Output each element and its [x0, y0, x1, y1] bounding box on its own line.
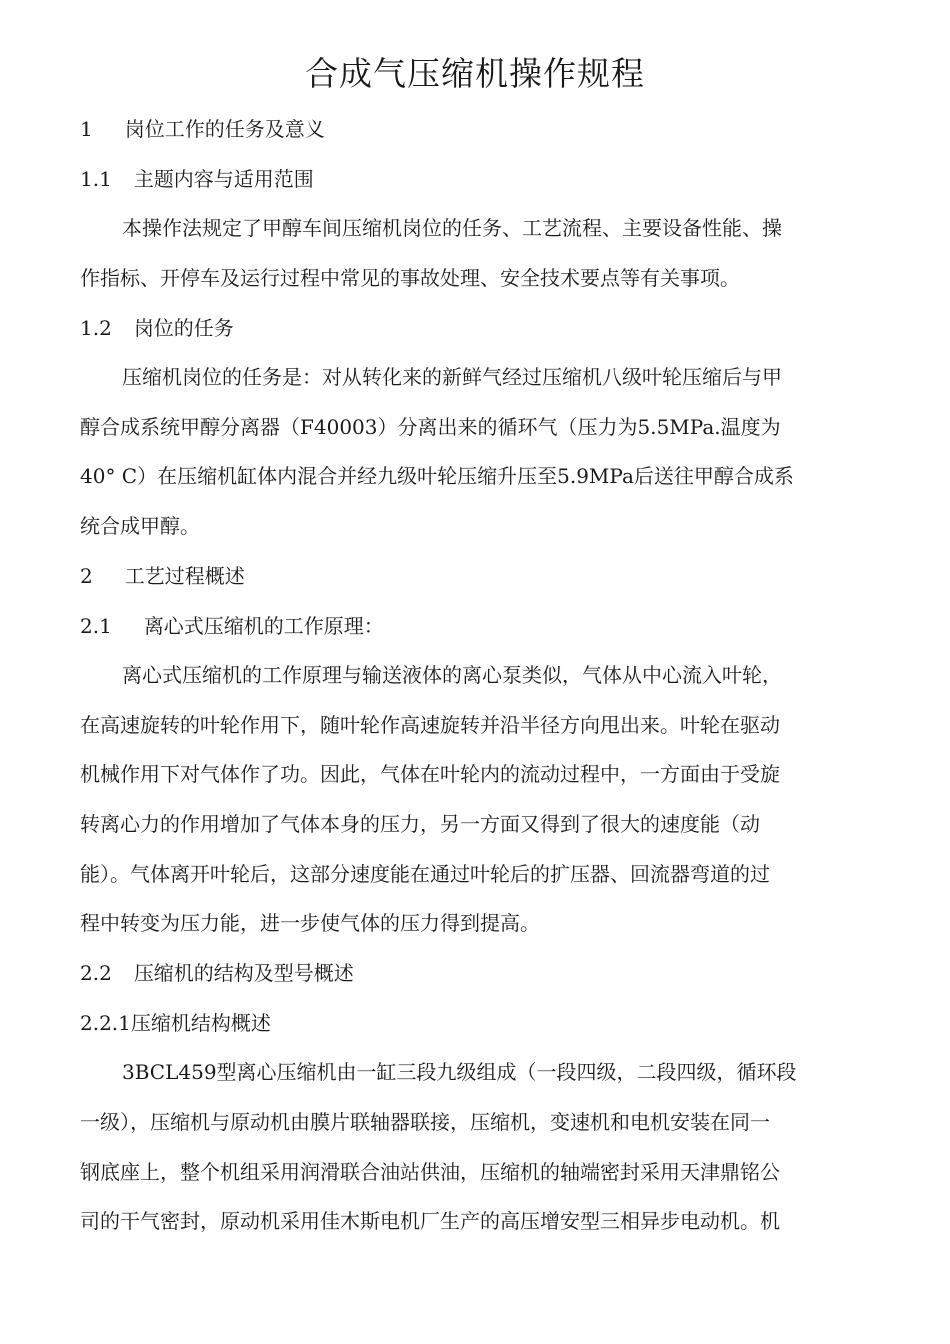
heading-number: 2 [80, 564, 93, 588]
heading-text: 岗位的任务 [133, 316, 234, 340]
heading-text: 压缩机结构概述 [130, 1011, 271, 1035]
paragraph-line: 程中转变为压力能，进一步使气体的压力得到提高。 [80, 911, 540, 935]
paragraph-line: 能）。气体离开叶轮后，这部分速度能在通过叶轮后的扩压器、回流器弯道的过 [80, 862, 770, 886]
heading-1-2 [80, 313, 880, 343]
heading-text: 压缩机的结构及型号概述 [133, 961, 354, 985]
paragraph-line: 离心式压缩机的工作原理与输送液体的离心泵类似，气体从中心流入叶轮， [122, 663, 782, 687]
heading-2-2-1 [80, 1008, 880, 1038]
heading-1 [80, 114, 880, 144]
paragraph-line: 3BCL459型离心压缩机由一缸三段九级组成（一段四级，二段四级，循环段 [122, 1060, 797, 1084]
heading-text: 离心式压缩机的工作原理： [143, 614, 384, 638]
paragraph-line: 醇合成系统甲醇分离器（F40003）分离出来的循环气（压力为5.5MPa.温度为 [80, 415, 781, 439]
heading-number: 2.2 [80, 961, 112, 985]
paragraph-line: 统合成甲醇。 [80, 514, 200, 538]
document-title: 合成气压缩机操作规程 [305, 54, 645, 93]
paragraph-line: 本操作法规定了甲醇车间压缩机岗位的任务、工艺流程、主要设备性能、操 [122, 216, 782, 240]
heading-number: 2.1 [80, 614, 112, 638]
heading-2-2 [80, 958, 880, 988]
paragraph-line: 转离心力的作用增加了气体本身的压力，另一方面又得到了很大的速度能（动 [80, 812, 760, 836]
paragraph-line: 机械作用下对气体作了功。因此，气体在叶轮内的流动过程中，一方面由于受旋 [80, 762, 780, 786]
heading-number: 1.2 [80, 316, 112, 340]
heading-number: 2.2.1 [80, 1011, 131, 1035]
paragraph-line: 一级），压缩机与原动机由膜片联轴器联接，压缩机，变速机和电机安装在同一 [80, 1110, 770, 1134]
heading-2-1 [80, 611, 880, 641]
heading-number: 1.1 [80, 167, 112, 191]
heading-text: 主题内容与适用范围 [133, 167, 314, 191]
heading-1-1 [80, 164, 880, 194]
heading-text: 工艺过程概述 [124, 564, 245, 588]
heading-text: 岗位工作的任务及意义 [124, 117, 325, 141]
heading-2 [80, 561, 880, 591]
paragraph-line: 压缩机岗位的任务是：对从转化来的新鲜气经过压缩机八级叶轮压缩后与甲 [122, 365, 782, 389]
paragraph-line: 40° C）在压缩机缸体内混合并经九级叶轮压缩升压至5.9MPa后送往甲醇合成系 [80, 464, 794, 488]
paragraph-line: 在高速旋转的叶轮作用下，随叶轮作高速旋转并沿半径方向甩出来。叶轮在驱动 [80, 713, 780, 737]
heading-number: 1 [80, 117, 93, 141]
paragraph-line: 作指标、开停车及运行过程中常见的事故处理、安全技术要点等有关事项。 [80, 266, 740, 290]
paragraph-line: 钢底座上，整个机组采用润滑联合油站供油，压缩机的轴端密封采用天津鼎铭公 [80, 1160, 780, 1184]
paragraph-line: 司的干气密封，原动机采用佳木斯电机厂生产的高压增安型三相异步电动机。机 [80, 1209, 780, 1233]
